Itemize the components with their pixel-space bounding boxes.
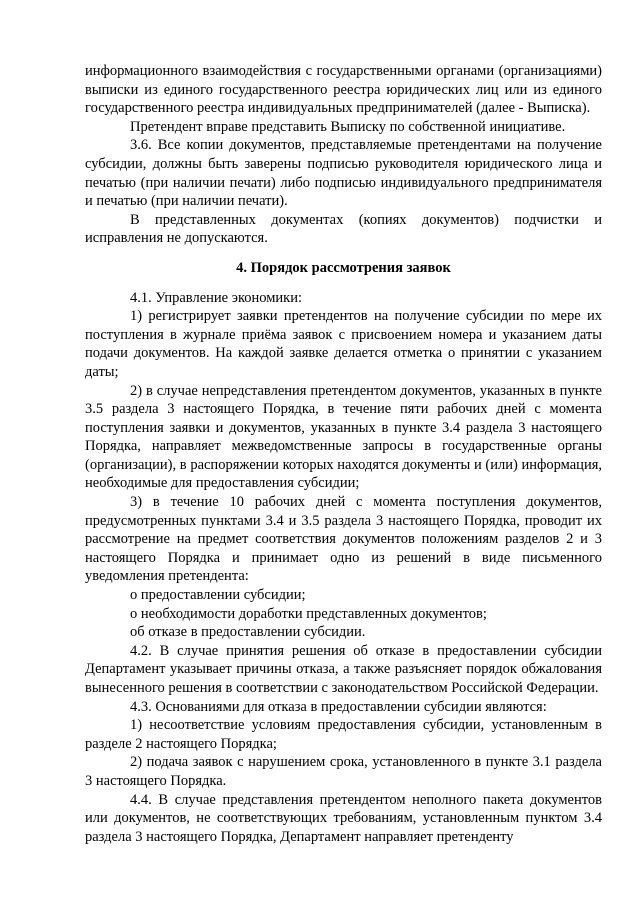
paragraph-4-4: 4.4. В случае представления претендентом неполного пакета документов или документов, не соответствующих требованиям, установленным пунктом 3.4 раздела 3 настоящего Порядка, Департамент направляет претенденту (85, 791, 602, 845)
list-item-decision-revision: о необходимости доработки представленных документов; (130, 605, 487, 622)
paragraph-4-1: 4.1. Управление экономики: (130, 289, 303, 306)
paragraph-4-2: 4.2. В случае принятия решения об отказе в предоставлении субсидии Департамент указывает причины отказа, а также разъясняет порядок обжалования вынесенного решения в соответствии с законодательством Российской Федерации. (85, 642, 602, 696)
paragraph-4-3: 4.3. Основаниями для отказа в предоставлении субсидии являются: (130, 698, 547, 715)
paragraph-4-1-item-1: 1) регистрирует заявки претендентов на получение субсидии по мере их поступления в журнале приёма заявок с присвоением номера и указанием даты подачи документов. На каждой заявке делается отметка о принятии с указанием даты; (85, 308, 602, 380)
paragraph-continuation: информационного взаимодействия с государственными органами (организациями) выписки из единого государственного реестра юридических лиц или из единого государственного реестра индивидуальных предпринимателей (далее - Выписка). (85, 63, 602, 117)
paragraph-4-3-item-1: 1) несоответствие условиям предоставления субсидии, установленным в разделе 2 настоящего Порядка; (85, 717, 602, 752)
paragraph-no-corrections: В представленных документах (копиях документов) подчистки и исправления не допускаются. (85, 211, 602, 247)
section-heading: 4. Порядок рассмотрения заявок (236, 259, 451, 276)
paragraph-3-6: 3.6. Все копии документов, представляемые претендентами на получение субсидии, должны быть заверены подписью руководителя юридического лица и печатью (при наличии печати) либо подписью индивидуального предпринимателя и печатью (при наличии печати). (85, 137, 602, 210)
list-item-decision-grant: о предоставлении субсидии; (130, 587, 306, 604)
list-item-decision-refusal: об отказе в предоставлении субсидии. (130, 624, 366, 641)
paragraph-4-3-item-2: 2) подача заявок с нарушением срока, установленного в пункте 3.1 раздела 3 настоящего Порядка. (85, 754, 602, 789)
paragraph-4-1-item-3: 3) в течение 10 рабочих дней с момента поступления документов, предусмотренных пунктами 3.4 и 3.5 раздела 3 настоящего Порядка, проводит их рассмотрение на предмет соответствия документов положениям разделов 2 и 3 настоящего Порядка и принимает одно из решений в виде письменного уведомления претендента: (85, 494, 602, 585)
document-body (85, 62, 602, 846)
paragraph-4-1-item-2: 2) в случае непредставления претендентом документов, указанных в пункте 3.5 раздела 3 настоящего Порядка, в течение пяти рабочих дней с момента поступления заявки и документов, указанных в пункте 3.4 раздела 3 настоящего Порядка, направляет межведомственные запросы в государственные органы (организации), в распоряжении которых находятся документы и (или) информация, необходимые для предоставления субсидии; (85, 382, 602, 492)
paragraph-extract-initiative: Претендент вправе представить Выписку по собственной инициативе. (130, 118, 566, 135)
